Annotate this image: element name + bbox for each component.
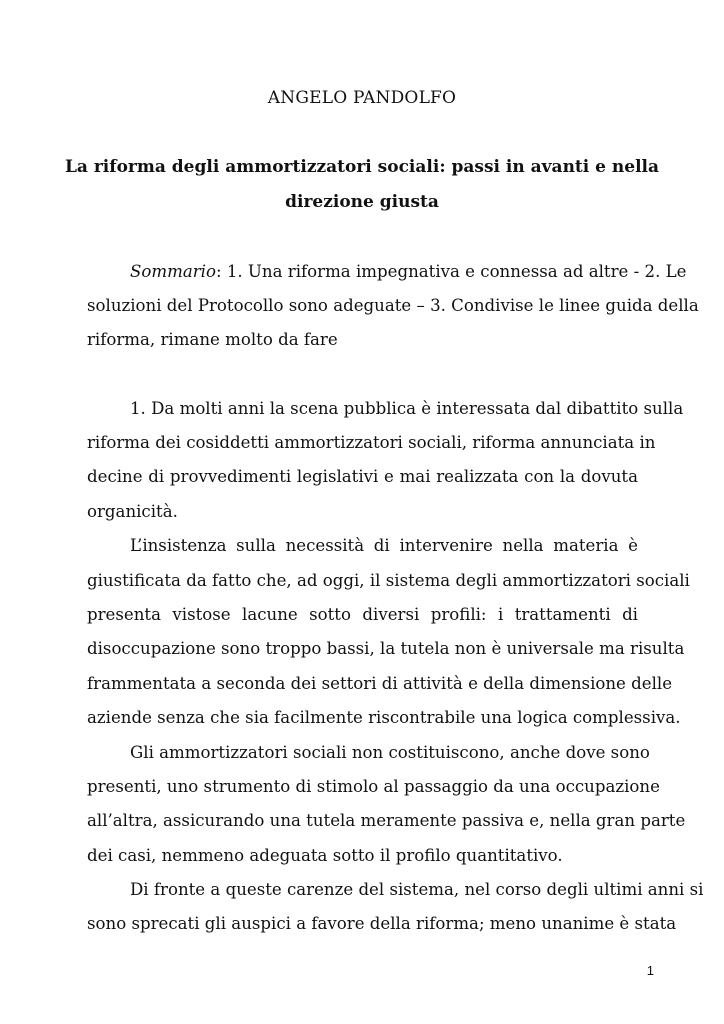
article-title-line-2: direzione giusta [285, 192, 439, 212]
body-line: Gli ammortizzatori sociali non costituiscono, anche dove sono [130, 743, 650, 762]
body-line: disoccupazione sono troppo bassi, la tutela non è universale ma risulta [87, 639, 685, 658]
summary-line-1 [130, 261, 687, 283]
article-title-line-1: La riforma degli ammortizzatori sociali: passi in avanti e nella [64, 157, 660, 177]
body-line: presenti, uno strumento di stimolo al passaggio da una occupazione [87, 777, 660, 796]
body-line: aziende senza che sia facilmente riscontrabile una logica complessiva. [87, 708, 681, 727]
body-line: frammentata a seconda dei settori di attività e della dimensione delle [87, 674, 673, 693]
body-line: organicità. [87, 502, 178, 521]
body-line: riforma dei cosiddetti ammortizzatori sociali, riforma annunciata in [87, 433, 656, 452]
author-name: ANGELO PANDOLFO [267, 88, 457, 108]
body-line: all’altra, assicurando una tutela meramente passiva e, nella gran parte [87, 811, 686, 830]
body-line: 1. Da molti anni la scena pubblica è interessata dal dibattito sulla [130, 399, 684, 418]
body-line: sono sprecati gli auspici a favore della riforma; meno unanime è stata [87, 914, 677, 933]
body-line: giustificata da fatto che, ad oggi, il sistema degli ammortizzatori sociali [87, 571, 690, 590]
body-line: presenta vistose lacune sotto diversi profili: i trattamenti di [87, 605, 638, 624]
page-number: 1 [646, 963, 654, 978]
summary-line-2: soluzioni del Protocollo sono adeguate – 3. Condivise le linee guida della [87, 296, 699, 315]
body-line: dei casi, nemmeno adeguata sotto il profilo quantitativo. [87, 846, 563, 865]
body-line: decine di provvedimenti legislativi e mai realizzata con la dovuta [87, 467, 638, 486]
body-line: L’insistenza sulla necessità di intervenire nella materia è [130, 536, 638, 555]
body-line: Di fronte a queste carenze del sistema, nel corso degli ultimi anni si [130, 880, 704, 899]
summary-line-3: riforma, rimane molto da fare [87, 330, 338, 349]
summary-label: Sommario [130, 262, 216, 281]
summary-line-1-text: : 1. Una riforma impegnativa e connessa ad altre - 2. Le [215, 262, 687, 281]
